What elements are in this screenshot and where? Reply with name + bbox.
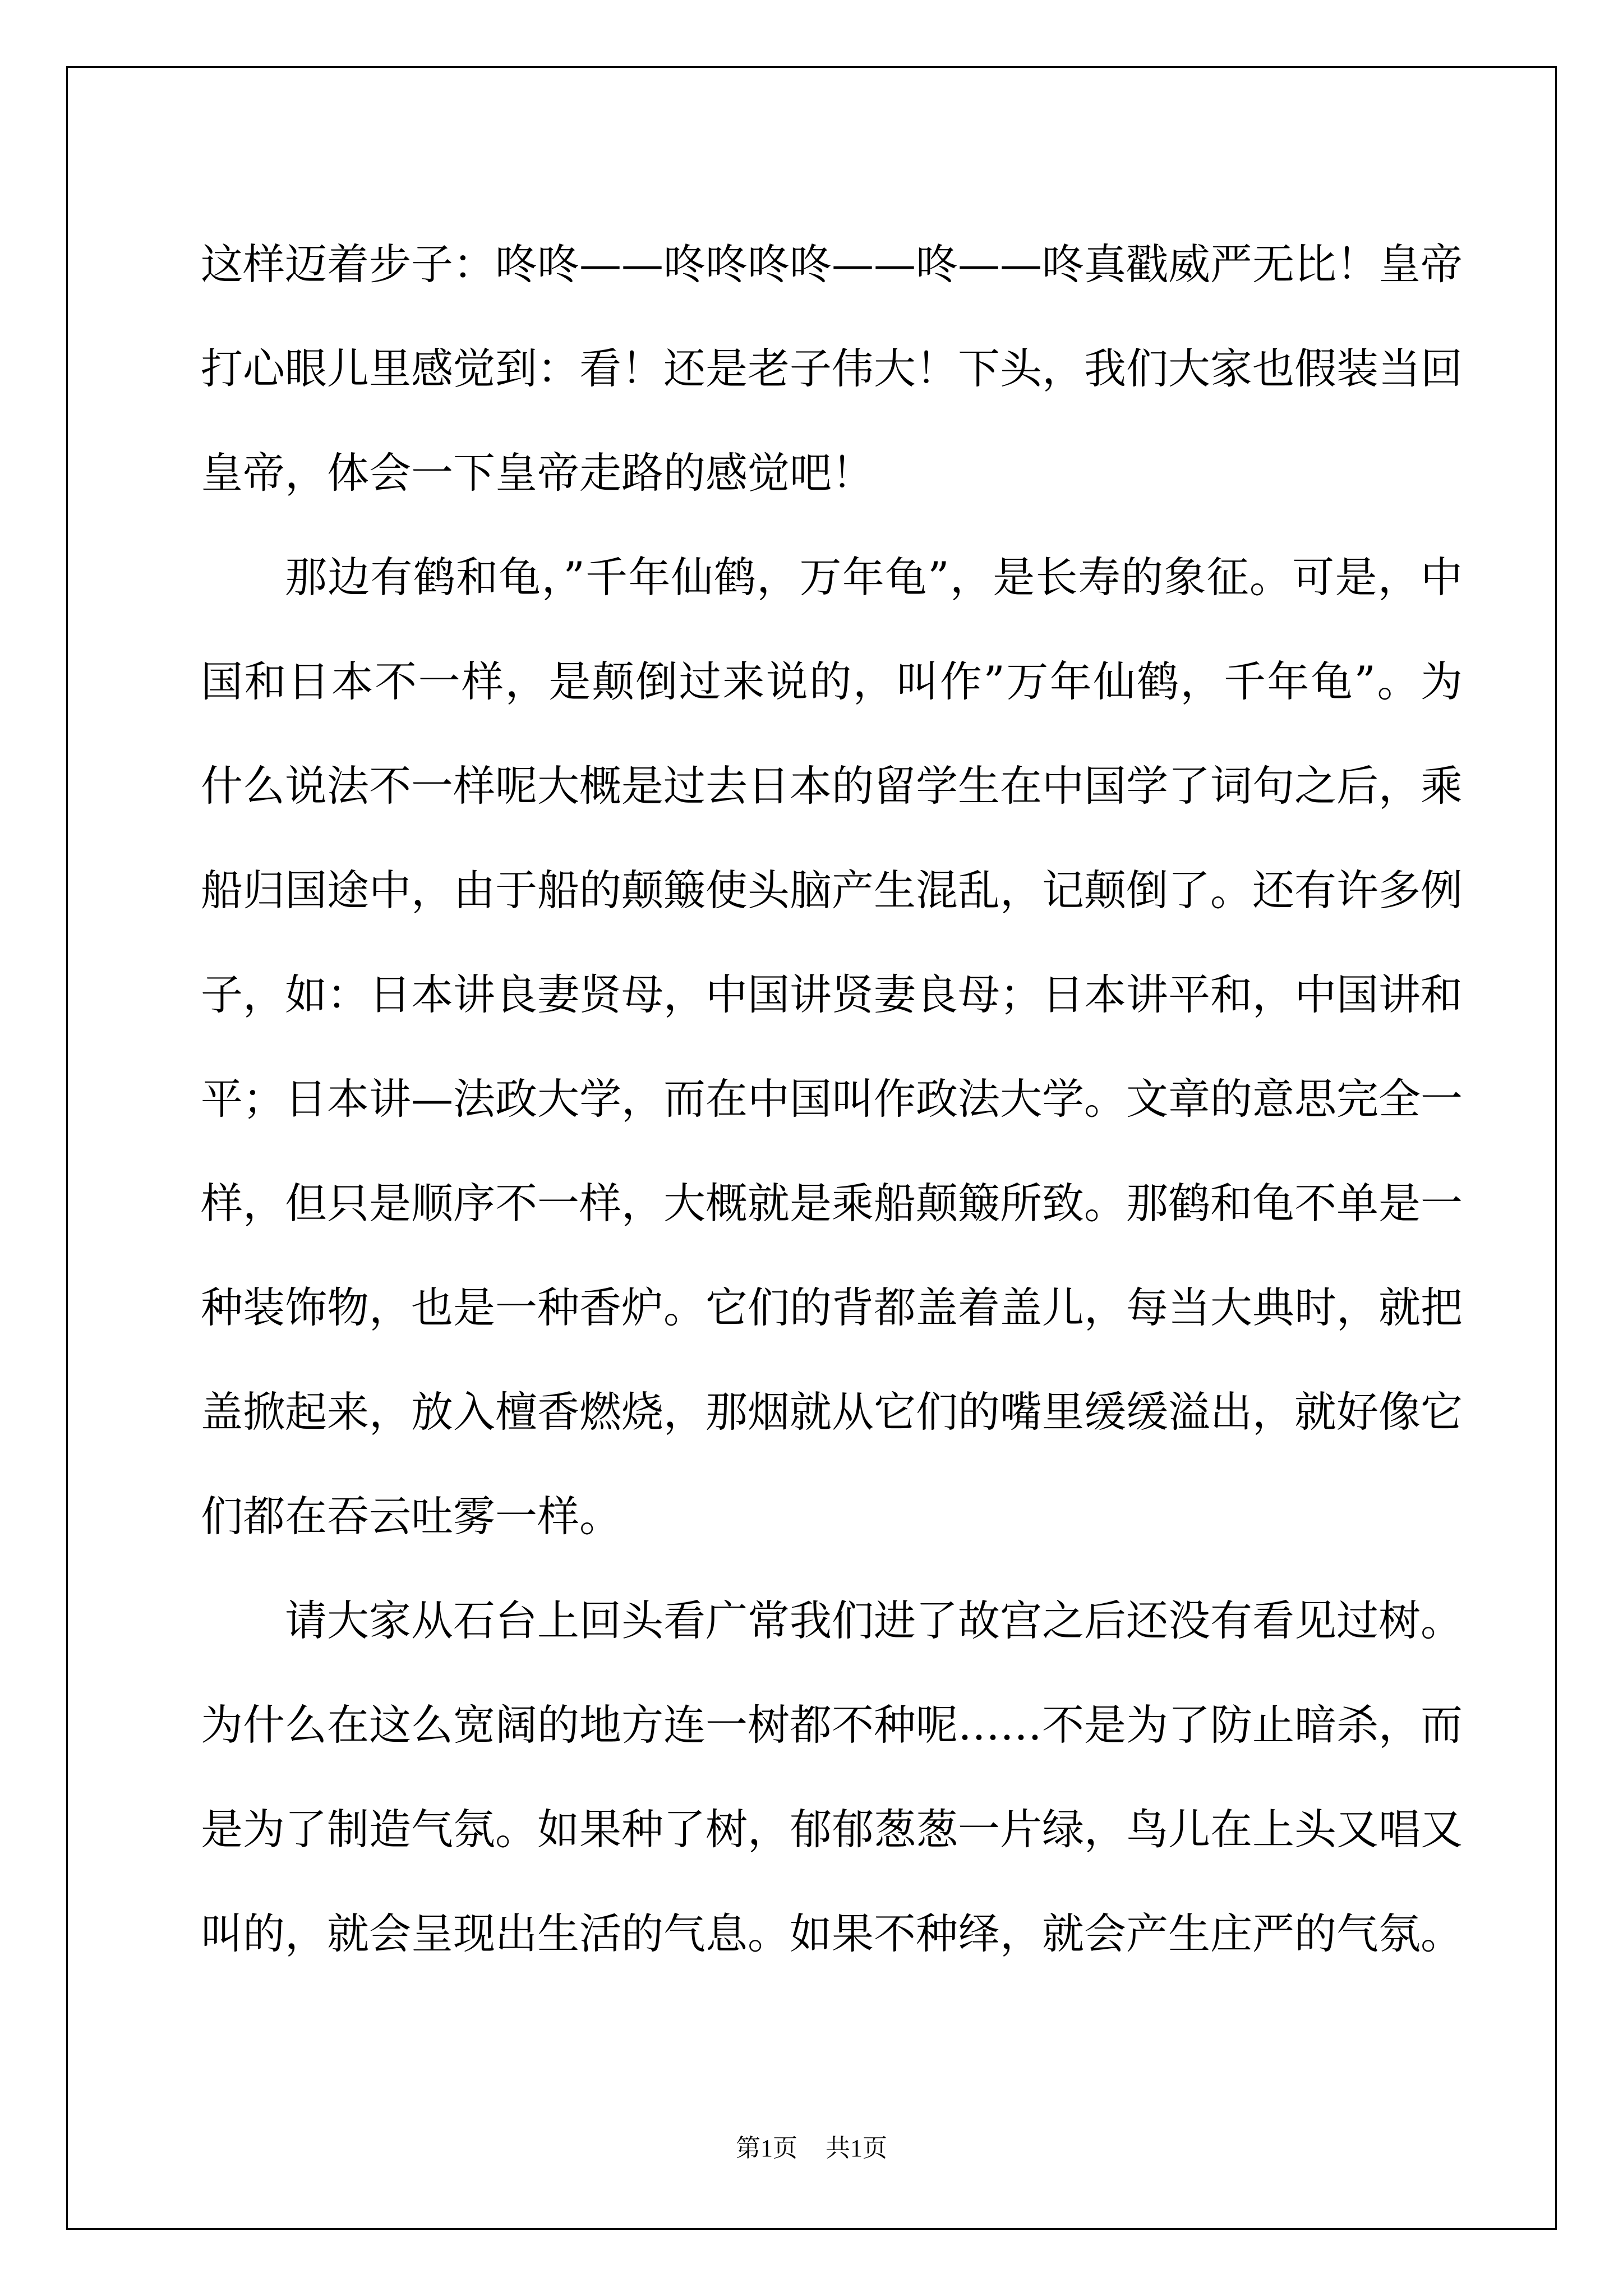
- page-number: 第1页: [736, 2134, 797, 2162]
- page-footer: [0, 2132, 1623, 2165]
- paragraph-1: 这样迈着步子：咚咚——咚咚咚咚——咚——咚真戳威严无比！皇帝打心眼儿里感觉到：看！还是老子伟大！下头，我们大家也假装当回皇帝，体会一下皇帝走路的感觉吧！: [201, 240, 1463, 498]
- paragraph-3: 请大家从石台上回头看广常我们进了故宫之后还没有看见过树。为什么在这么宽阔的地方连一树都不种呢……不是为了防止暗杀，而是为了制造气氛。如果种了树，郁郁葱葱一片绿，鸟儿在上头又唱又叫的，就会呈现出生活的气息。如果不种绎，就会产生庄严的气氛。: [201, 1596, 1463, 1958]
- paragraph-2: 那边有鹤和龟，”千年仙鹤，万年龟”，是长寿的象征。可是，中国和日本不一样，是颠倒过来说的，叫作”万年仙鹤，千年龟”。为什么说法不一样呢大概是过去日本的留学生在中国学了词句之后，乘船归国途中，由于船的颠簸使头脑产生混乱，记颠倒了。还有许多例子，如：日本讲良妻贤母，中国讲贤妻良母；日本讲平和，中国讲和平；日本讲—法政大学，而在中国叫作政法大学。文章的意思完全一样，但只是顺序不一样，大概就是乘船颠簸所致。那鹤和龟不单是一种装饰物，也是一种香炉。它们的背都盖着盖儿，每当大典时，就把盖掀起来，放入檀香燃烧，那烟就从它们的嘴里缓缓溢出，就好像它们都在吞云吐雾一样。: [201, 553, 1463, 1541]
- document-body: [201, 212, 1463, 1986]
- page-total: 共1页: [826, 2134, 887, 2162]
